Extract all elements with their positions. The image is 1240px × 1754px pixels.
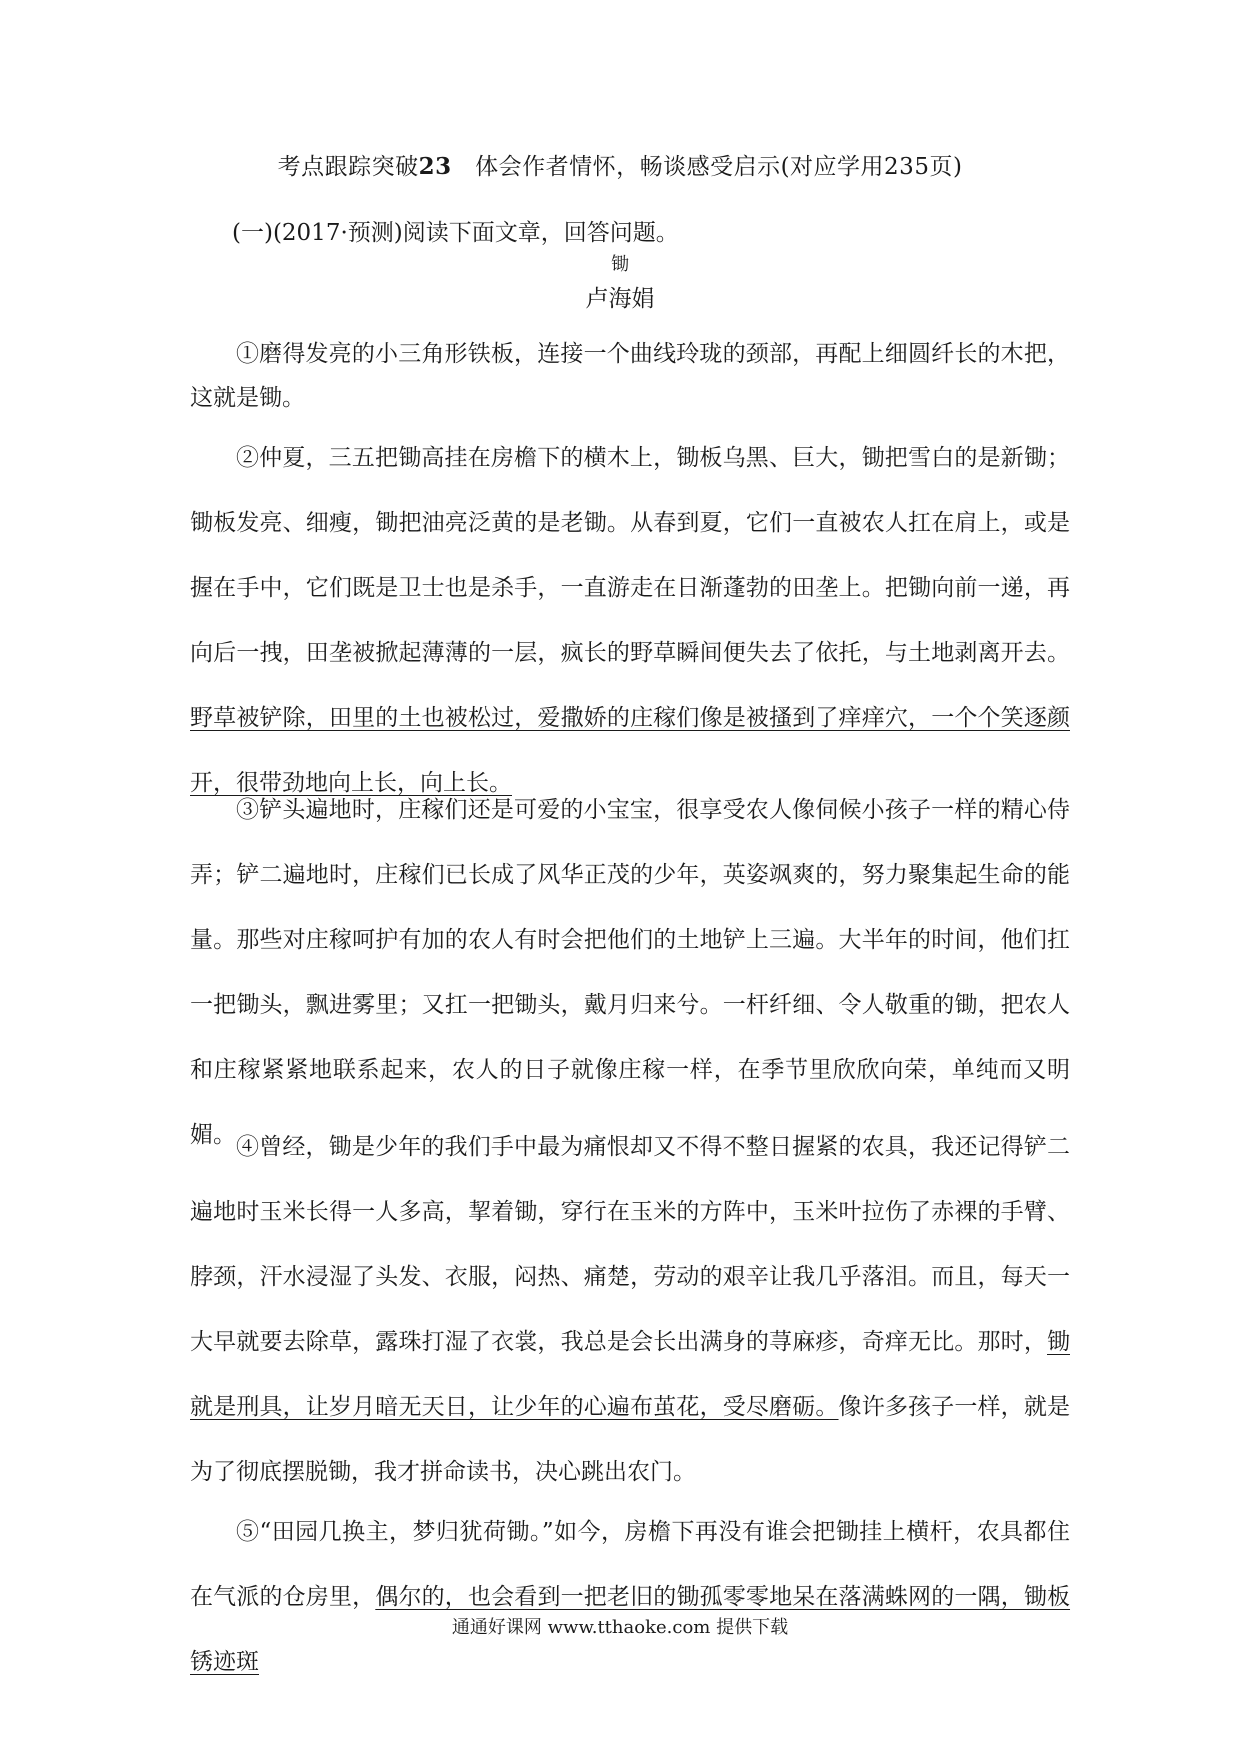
paragraph-1-text: ①磨得发亮的小三角形铁板，连接一个曲线玲珑的颈部，再配上细圆纤长的木把，这就是锄。	[190, 341, 1070, 411]
paragraph-2-underlined: 野草被铲除，田里的土也被松过，爱撒娇的庄稼们像是被搔到了痒痒穴，一个个笑逐颜开，很带劲地向上长，向上长。	[190, 705, 1070, 796]
paragraph-2-text: ②仲夏，三五把锄高挂在房檐下的横木上，锄板乌黑、巨大，锄把雪白的是新锄；锄板发亮、细瘦，锄把油亮泛黄的是老锄。从春到夏，它们一直被农人扛在肩上，或是握在手中，它们既是卫士也是杀手，一直游走在日渐蓬勃的田垄上。把锄向前一递，再向后一拽，田垄被掀起薄薄的一层，疯长的野草瞬间便失去了依托，与土地剥离开去。	[190, 445, 1070, 666]
paragraph-4	[190, 1115, 1070, 1505]
section-intro: (一)(2017·预测)阅读下面文章，回答问题。	[232, 220, 679, 246]
title-number: 23	[418, 153, 452, 180]
paragraph-3-text: ③铲头遍地时，庄稼们还是可爱的小宝宝，很享受农人像伺候小孩子一样的精心侍弄；铲二遍地时，庄稼们已长成了风华正茂的少年，英姿飒爽的，努力聚集起生命的能量。那些对庄稼呵护有加的农人有时会把他们的土地铲上三遍。大半年的时间，他们扛一把锄头，飘进雾里；又扛一把锄头，戴月归来兮。一杆纤细、令人敬重的锄，把农人和庄稼紧紧地联系起来，农人的日子就像庄稼一样，在季节里欣欣向荣，单纯而又明媚。	[190, 797, 1070, 1148]
page-footer: 通通好课网 www.tthaoke.com 提供下载	[451, 1617, 789, 1638]
paragraph-1	[190, 332, 1070, 420]
title-prefix: 考点跟踪突破	[277, 154, 419, 180]
paragraph-3	[190, 778, 1070, 1168]
article-title: 锄	[611, 254, 629, 275]
title-topic: 体会作者情怀，畅谈感受启示(对应学用235页)	[475, 154, 963, 180]
paragraph-4-underlined: 锄就是刑具，让岁月暗无天日，让少年的心遍布茧花，受尽磨砺。	[190, 1329, 1070, 1420]
page-title	[0, 152, 1240, 182]
paragraph-5-underlined: 偶尔的，也会看到一把老旧的锄孤零零地呆在落满蛛网的一隅，锄板锈迹斑	[190, 1584, 1071, 1675]
paragraph-4-text-before: ④曾经，锄是少年的我们手中最为痛恨却又不得不整日握紧的农具，我还记得铲二遍地时玉米长得一人多高，挈着锄，穿行在玉米的方阵中，玉米叶拉伤了赤裸的手臂、脖颈，汗水浸湿了头发、衣服，闷热、痛楚，劳动的艰辛让我几乎落泪。而且，每天一大早就要去除草，露珠打湿了衣裳，我总是会长出满身的荨麻疹，奇痒无比。那时，	[190, 1134, 1070, 1355]
paragraph-5	[190, 1500, 1070, 1695]
article-author: 卢海娟	[585, 286, 655, 312]
paragraph-4-text-after: 像许多孩子一样，就是为了彻底摆脱锄，我才拼命读书，决心跳出农门。	[190, 1394, 1071, 1485]
paragraph-2	[190, 426, 1070, 816]
paragraph-5-text-before: ⑤“田园几换主，梦归犹荷锄。”如今，房檐下再没有谁会把锄挂上横杆，农具都住在气派的仓房里，	[190, 1519, 1070, 1610]
